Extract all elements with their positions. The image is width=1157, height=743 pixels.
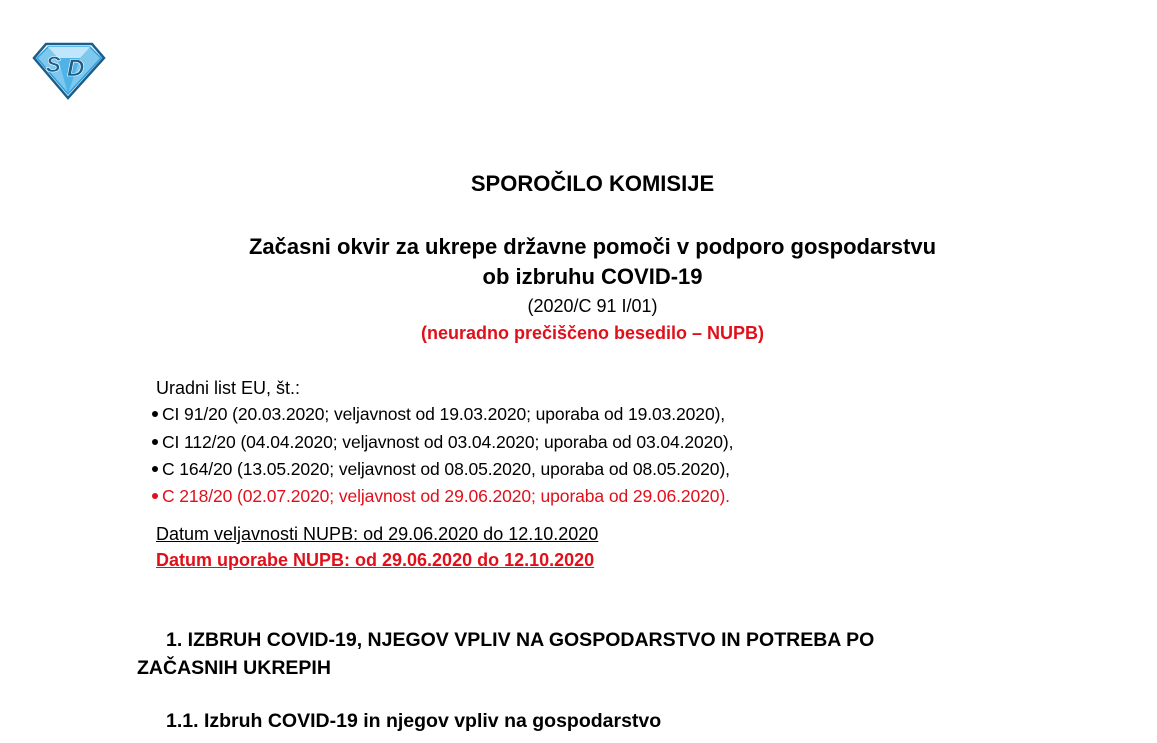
document-subtitle-line1: Začasni okvir za ukrepe državne pomoči v podporo gospodarstvu bbox=[248, 234, 937, 259]
gazette-item-text: CI 91/20 (20.03.2020; veljavnost od 19.03.2020; uporaba od 19.03.2020), bbox=[162, 404, 726, 424]
gazette-item-current bbox=[152, 486, 730, 507]
section-1-1-heading: 1.1. Izbruh COVID-19 in njegov vpliv na gospodarstvo bbox=[166, 710, 662, 732]
svg-text:S: S bbox=[46, 52, 61, 77]
gazette-label: Uradni list EU, št.: bbox=[156, 378, 301, 398]
gazette-item-text: C 164/20 (13.05.2020; veljavnost od 08.05.2020, uporaba od 08.05.2020), bbox=[162, 459, 730, 479]
unofficial-consolidated-note: (neuradno prečiščeno besedilo – NUPB) bbox=[420, 323, 765, 343]
sd-logo bbox=[30, 38, 106, 100]
document-subtitle-line2: ob izbruhu COVID-19 bbox=[482, 264, 703, 289]
gazette-item bbox=[152, 459, 730, 480]
validity-date: Datum veljavnosti NUPB: od 29.06.2020 do 12.10.2020 bbox=[156, 524, 599, 544]
section-1-heading-line2: ZAČASNIH UKREPIH bbox=[137, 657, 331, 679]
gazette-item bbox=[152, 404, 725, 425]
bullet-icon bbox=[152, 466, 158, 472]
gazette-item-text: C 218/20 (02.07.2020; veljavnost od 29.06.2020; uporaba od 29.06.2020). bbox=[162, 486, 730, 506]
application-date: Datum uporabe NUPB: od 29.06.2020 do 12.10.2020 bbox=[156, 550, 595, 570]
section-1-heading-line1: 1. IZBRUH COVID-19, NJEGOV VPLIV NA GOSPODARSTVO IN POTREBA PO bbox=[166, 629, 875, 651]
svg-text:D: D bbox=[67, 55, 85, 82]
diamond-logo-icon bbox=[30, 38, 106, 100]
bullet-icon bbox=[152, 493, 158, 499]
bullet-icon bbox=[152, 411, 158, 417]
gazette-item bbox=[152, 432, 733, 453]
document-reference: (2020/C 91 I/01) bbox=[527, 296, 658, 316]
document-title: SPOROČILO KOMISIJE bbox=[470, 171, 715, 196]
bullet-icon bbox=[152, 439, 158, 445]
gazette-item-text: CI 112/20 (04.04.2020; veljavnost od 03.04.2020; uporaba od 03.04.2020), bbox=[162, 432, 734, 452]
